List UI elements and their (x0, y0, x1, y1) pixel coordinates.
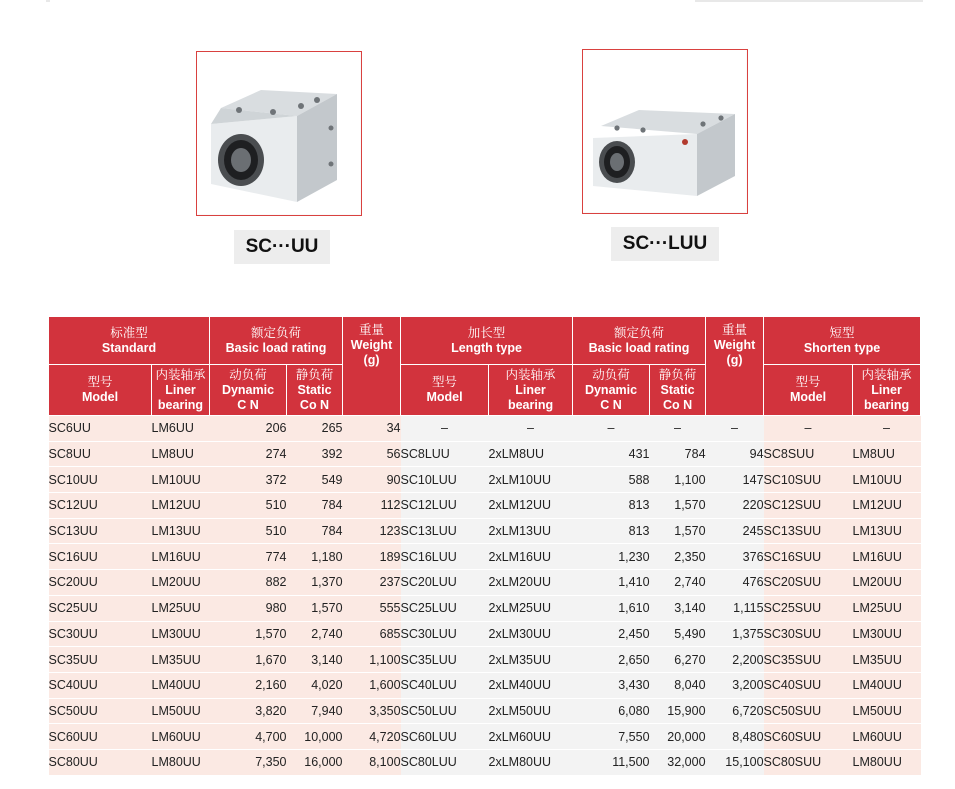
header-dynamic-cn: 动负荷 (229, 367, 267, 382)
cell-long-dynamic-load: 2,450 (573, 621, 650, 647)
header-bearing (489, 365, 573, 416)
cell-long-bearing: 2xLM8UU (489, 441, 573, 467)
cell-short-bearing: LM12UU (853, 493, 921, 519)
cell-long-model: SC25LUU (401, 595, 489, 621)
cell-model: SC50UU (49, 698, 152, 724)
cell-bearing: LM50UU (152, 698, 210, 724)
cell-bearing: LM35UU (152, 647, 210, 673)
cell-short-bearing: LM35UU (853, 647, 921, 673)
header-static-en2: Co N (662, 397, 693, 412)
header-dynamic (210, 365, 287, 416)
cell-long-static-load: 2,740 (650, 570, 706, 596)
cell-weight: 189 (343, 544, 401, 570)
header-dynamic-en1: Dynamic (221, 382, 275, 397)
cell-model: SC25UU (49, 595, 152, 621)
cell-bearing: LM25UU (152, 595, 210, 621)
sc-uu-block-illustration (197, 52, 360, 214)
cell-bearing: LM40UU (152, 672, 210, 698)
cell-long-weight: 3,200 (706, 672, 764, 698)
table-row (49, 416, 921, 442)
cell-long-dynamic-load: 1,610 (573, 595, 650, 621)
table-row (49, 441, 921, 467)
header-shorten-en: Shorten type (803, 340, 881, 355)
cell-long-weight: 94 (706, 441, 764, 467)
cell-static-load: 16,000 (287, 749, 343, 775)
header-shorten-type (764, 317, 921, 365)
cell-model: SC30UU (49, 621, 152, 647)
cell-short-model: SC25SUU (764, 595, 853, 621)
header-static (650, 365, 706, 416)
top-edge-mark (46, 0, 50, 2)
cell-long-dynamic-load: 3,430 (573, 672, 650, 698)
header-load-en: Basic load rating (225, 340, 327, 355)
header-shorten-cn: 短型 (829, 325, 855, 340)
header-dynamic-cn: 动负荷 (592, 367, 630, 382)
header-model-en: Model (426, 390, 463, 404)
cell-dynamic-load: 206 (210, 416, 287, 442)
header-dynamic-en2: C N (237, 397, 259, 412)
cell-long-bearing: 2xLM35UU (489, 647, 573, 673)
header-bearing-cn: 内装轴承 (861, 367, 912, 382)
cell-short-model: SC16SUU (764, 544, 853, 570)
cell-long-bearing: – (489, 416, 573, 442)
cell-long-bearing: 2xLM30UU (489, 621, 573, 647)
cell-dynamic-load: 510 (210, 493, 287, 519)
header-weight-long (706, 317, 764, 416)
sc-luu-block-illustration (583, 50, 746, 212)
cell-short-bearing: LM50UU (853, 698, 921, 724)
header-static-cn: 静负荷 (295, 367, 334, 382)
cell-dynamic-load: 1,670 (210, 647, 287, 673)
cell-long-static-load: 1,570 (650, 518, 706, 544)
table-row (49, 595, 921, 621)
header-standard-cn: 标准型 (110, 325, 148, 340)
cell-weight: 1,100 (343, 647, 401, 673)
cell-model: SC13UU (49, 518, 152, 544)
cell-bearing: LM12UU (152, 493, 210, 519)
header-length-type (401, 317, 573, 365)
header-model-cn: 型号 (432, 375, 458, 389)
cell-long-dynamic-load: 11,500 (573, 749, 650, 775)
table-row (49, 749, 921, 775)
cell-long-model: SC60LUU (401, 724, 489, 750)
cell-weight: 685 (343, 621, 401, 647)
cell-dynamic-load: 372 (210, 467, 287, 493)
cell-long-model: SC10LUU (401, 467, 489, 493)
header-bearing (853, 365, 921, 416)
cell-long-dynamic-load: 588 (573, 467, 650, 493)
cell-long-static-load: 15,900 (650, 698, 706, 724)
cell-bearing: LM6UU (152, 416, 210, 442)
cell-dynamic-load: 7,350 (210, 749, 287, 775)
cell-long-model: SC40LUU (401, 672, 489, 698)
cell-static-load: 549 (287, 467, 343, 493)
cell-short-bearing: LM16UU (853, 544, 921, 570)
cell-static-load: 7,940 (287, 698, 343, 724)
header-weight-unit: (g) (726, 352, 743, 367)
cell-long-bearing: 2xLM12UU (489, 493, 573, 519)
cell-long-dynamic-load: 431 (573, 441, 650, 467)
cell-model: SC6UU (49, 416, 152, 442)
table-row (49, 493, 921, 519)
cell-short-model: SC10SUU (764, 467, 853, 493)
cell-dynamic-load: 3,820 (210, 698, 287, 724)
cell-static-load: 1,180 (287, 544, 343, 570)
cell-short-bearing: LM40UU (853, 672, 921, 698)
cell-weight: 34 (343, 416, 401, 442)
cell-long-weight: 2,200 (706, 647, 764, 673)
cell-long-model: SC30LUU (401, 621, 489, 647)
header-weight-cn: 重量 (722, 322, 748, 337)
cell-long-weight: 1,115 (706, 595, 764, 621)
cell-short-model: SC40SUU (764, 672, 853, 698)
cell-long-weight: 220 (706, 493, 764, 519)
cell-static-load: 10,000 (287, 724, 343, 750)
cell-long-static-load: 5,490 (650, 621, 706, 647)
cell-long-dynamic-load: 813 (573, 518, 650, 544)
cell-static-load: 1,370 (287, 570, 343, 596)
header-bearing-en2: bearing (157, 397, 204, 412)
cell-short-bearing: – (853, 416, 921, 442)
header-load-cn: 额定负荷 (614, 325, 665, 340)
table-row (49, 544, 921, 570)
header-model-en: Model (81, 390, 119, 404)
cell-long-bearing: 2xLM16UU (489, 544, 573, 570)
header-load-en: Basic load rating (588, 340, 690, 355)
cell-short-model: SC8SUU (764, 441, 853, 467)
cell-short-model: SC30SUU (764, 621, 853, 647)
cell-short-bearing: LM10UU (853, 467, 921, 493)
cell-long-bearing: 2xLM80UU (489, 749, 573, 775)
table-row (49, 518, 921, 544)
cell-dynamic-load: 774 (210, 544, 287, 570)
cell-short-model: SC35SUU (764, 647, 853, 673)
cell-long-model: SC8LUU (401, 441, 489, 467)
cell-short-bearing: LM30UU (853, 621, 921, 647)
header-dynamic-en1: Dynamic (584, 382, 638, 397)
cell-bearing: LM30UU (152, 621, 210, 647)
header-static-en2: Co N (299, 397, 330, 412)
cell-long-model: SC80LUU (401, 749, 489, 775)
top-edge-line (695, 0, 923, 2)
spec-table (48, 316, 921, 776)
product-image-sc-luu (582, 49, 748, 214)
cell-short-model: SC50SUU (764, 698, 853, 724)
header-weight-unit: (g) (363, 352, 380, 367)
header-dynamic-en2: C N (600, 397, 622, 412)
cell-bearing: LM13UU (152, 518, 210, 544)
cell-long-static-load: – (650, 416, 706, 442)
header-model (401, 365, 489, 416)
cell-long-dynamic-load: – (573, 416, 650, 442)
cell-long-static-load: 20,000 (650, 724, 706, 750)
cell-static-load: 2,740 (287, 621, 343, 647)
cell-static-load: 784 (287, 493, 343, 519)
header-bearing (152, 365, 210, 416)
cell-model: SC10UU (49, 467, 152, 493)
cell-short-model: SC60SUU (764, 724, 853, 750)
cell-long-weight: 245 (706, 518, 764, 544)
header-load-cn: 额定负荷 (251, 325, 302, 340)
cell-short-bearing: LM80UU (853, 749, 921, 775)
header-bearing-cn: 内装轴承 (155, 367, 206, 382)
header-bearing-en2: bearing (863, 397, 910, 412)
header-weight-en: Weight (713, 337, 756, 352)
cell-dynamic-load: 980 (210, 595, 287, 621)
cell-dynamic-load: 274 (210, 441, 287, 467)
cell-bearing: LM20UU (152, 570, 210, 596)
cell-weight: 8,100 (343, 749, 401, 775)
cell-long-dynamic-load: 813 (573, 493, 650, 519)
header-bearing-en1: Liner (871, 382, 902, 397)
cell-model: SC20UU (49, 570, 152, 596)
table-row (49, 672, 921, 698)
cell-long-model: SC16LUU (401, 544, 489, 570)
cell-long-bearing: 2xLM25UU (489, 595, 573, 621)
cell-dynamic-load: 510 (210, 518, 287, 544)
cell-long-dynamic-load: 6,080 (573, 698, 650, 724)
table-row (49, 698, 921, 724)
cell-short-model: SC12SUU (764, 493, 853, 519)
cell-long-dynamic-load: 7,550 (573, 724, 650, 750)
cell-model: SC80UU (49, 749, 152, 775)
cell-static-load: 784 (287, 518, 343, 544)
cell-weight: 1,600 (343, 672, 401, 698)
cell-bearing: LM60UU (152, 724, 210, 750)
cell-dynamic-load: 1,570 (210, 621, 287, 647)
cell-long-dynamic-load: 1,410 (573, 570, 650, 596)
cell-weight: 237 (343, 570, 401, 596)
header-load-rating-long (573, 317, 706, 365)
header-bearing-en1: Liner (165, 382, 196, 397)
cell-long-weight: – (706, 416, 764, 442)
header-length-cn: 加长型 (467, 325, 506, 340)
cell-short-bearing: LM25UU (853, 595, 921, 621)
product-caption-sc-luu: SC···LUU (611, 227, 719, 261)
cell-short-bearing: LM60UU (853, 724, 921, 750)
cell-long-static-load: 32,000 (650, 749, 706, 775)
cell-long-static-load: 6,270 (650, 647, 706, 673)
header-static-cn: 静负荷 (658, 367, 697, 382)
table-row (49, 570, 921, 596)
cell-long-model: – (401, 416, 489, 442)
cell-short-bearing: LM8UU (853, 441, 921, 467)
cell-model: SC16UU (49, 544, 152, 570)
header-bearing-cn: 内装轴承 (505, 367, 556, 382)
table-row (49, 621, 921, 647)
table-row (49, 647, 921, 673)
header-static-en1: Static (660, 382, 695, 397)
header-bearing-en2: bearing (507, 397, 554, 412)
cell-short-bearing: LM13UU (853, 518, 921, 544)
cell-long-model: SC50LUU (401, 698, 489, 724)
cell-long-static-load: 8,040 (650, 672, 706, 698)
header-bearing-en1: Liner (515, 382, 546, 397)
table-row (49, 724, 921, 750)
cell-long-bearing: 2xLM60UU (489, 724, 573, 750)
cell-static-load: 3,140 (287, 647, 343, 673)
cell-long-bearing: 2xLM40UU (489, 672, 573, 698)
header-standard (49, 317, 210, 365)
cell-long-bearing: 2xLM10UU (489, 467, 573, 493)
cell-model: SC8UU (49, 441, 152, 467)
cell-static-load: 392 (287, 441, 343, 467)
header-static (287, 365, 343, 416)
cell-long-model: SC12LUU (401, 493, 489, 519)
product-caption-sc-uu: SC···UU (234, 230, 330, 264)
cell-model: SC12UU (49, 493, 152, 519)
cell-long-weight: 376 (706, 544, 764, 570)
header-dynamic (573, 365, 650, 416)
cell-short-model: – (764, 416, 853, 442)
cell-short-model: SC20SUU (764, 570, 853, 596)
cell-long-weight: 476 (706, 570, 764, 596)
cell-long-model: SC35LUU (401, 647, 489, 673)
cell-bearing: LM80UU (152, 749, 210, 775)
cell-short-bearing: LM20UU (853, 570, 921, 596)
cell-weight: 56 (343, 441, 401, 467)
cell-weight: 112 (343, 493, 401, 519)
cell-long-bearing: 2xLM50UU (489, 698, 573, 724)
header-standard-en: Standard (101, 340, 157, 355)
cell-bearing: LM16UU (152, 544, 210, 570)
cell-model: SC35UU (49, 647, 152, 673)
cell-weight: 555 (343, 595, 401, 621)
cell-long-weight: 8,480 (706, 724, 764, 750)
cell-long-static-load: 1,100 (650, 467, 706, 493)
cell-long-weight: 15,100 (706, 749, 764, 775)
cell-static-load: 4,020 (287, 672, 343, 698)
cell-short-model: SC13SUU (764, 518, 853, 544)
header-model (49, 365, 152, 416)
header-length-en: Length type (451, 340, 522, 355)
cell-model: SC60UU (49, 724, 152, 750)
cell-short-model: SC80SUU (764, 749, 853, 775)
cell-long-dynamic-load: 1,230 (573, 544, 650, 570)
cell-long-static-load: 784 (650, 441, 706, 467)
cell-long-weight: 147 (706, 467, 764, 493)
cell-long-weight: 1,375 (706, 621, 764, 647)
product-image-sc-uu (196, 51, 362, 216)
cell-dynamic-load: 4,700 (210, 724, 287, 750)
header-weight-en: Weight (350, 337, 393, 352)
header-static-en1: Static (297, 382, 332, 397)
header-model-en: Model (789, 390, 827, 404)
cell-model: SC40UU (49, 672, 152, 698)
cell-long-bearing: 2xLM13UU (489, 518, 573, 544)
cell-long-model: SC13LUU (401, 518, 489, 544)
cell-weight: 90 (343, 467, 401, 493)
header-weight-cn: 重量 (359, 322, 385, 337)
header-load-rating (210, 317, 343, 365)
cell-long-model: SC20LUU (401, 570, 489, 596)
cell-long-dynamic-load: 2,650 (573, 647, 650, 673)
cell-long-weight: 6,720 (706, 698, 764, 724)
cell-bearing: LM8UU (152, 441, 210, 467)
cell-static-load: 265 (287, 416, 343, 442)
cell-dynamic-load: 882 (210, 570, 287, 596)
header-model-cn: 型号 (87, 375, 113, 389)
cell-long-bearing: 2xLM20UU (489, 570, 573, 596)
cell-weight: 123 (343, 518, 401, 544)
cell-weight: 3,350 (343, 698, 401, 724)
cell-bearing: LM10UU (152, 467, 210, 493)
header-model-cn: 型号 (795, 375, 821, 389)
cell-dynamic-load: 2,160 (210, 672, 287, 698)
header-weight (343, 317, 401, 416)
header-model (764, 365, 853, 416)
cell-long-static-load: 1,570 (650, 493, 706, 519)
cell-weight: 4,720 (343, 724, 401, 750)
cell-long-static-load: 3,140 (650, 595, 706, 621)
cell-static-load: 1,570 (287, 595, 343, 621)
table-row (49, 467, 921, 493)
cell-long-static-load: 2,350 (650, 544, 706, 570)
